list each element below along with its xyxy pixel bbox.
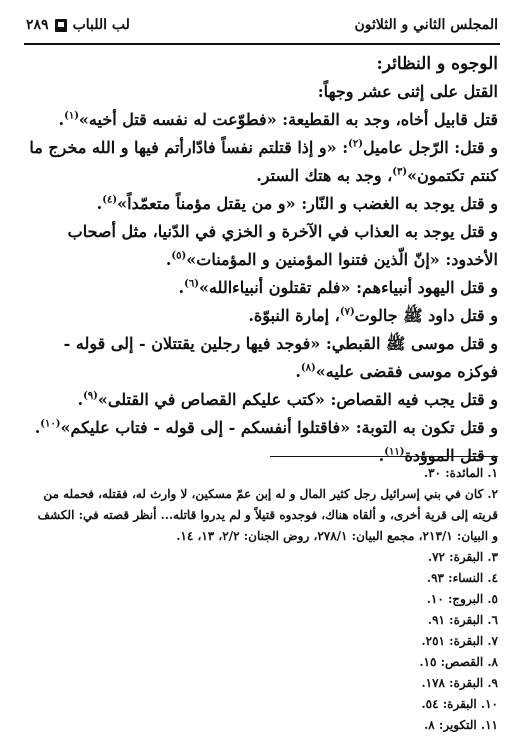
footnote-ref: (٣) — [392, 166, 408, 178]
footnote: ٩. البقرة: ١٧٨. — [421, 676, 498, 690]
chapter-title: المجلس الثاني و الثلاثون — [354, 17, 498, 33]
book-title: لب اللباب — [72, 17, 130, 33]
header-book-info — [26, 17, 130, 33]
footnote-ref: (١٠) — [40, 418, 61, 430]
footnote: ٤. النساء: ٩٣. — [426, 571, 498, 585]
footnote: ٦. البقرة: ٩١. — [427, 613, 498, 627]
main-text — [28, 50, 498, 470]
footnote: ٣. البقرة: ٧٢. — [427, 550, 498, 564]
footnote-ref: (٧) — [339, 306, 355, 318]
paragraph: و قتل يوجد به الغضب و النّار: «و من يقتل مؤمناً متعمّداً»$^{(٤)}$. — [96, 194, 498, 213]
footnote-ref: (١) — [64, 110, 79, 122]
footnote: ١٠. البقرة: ٥٤. — [421, 697, 498, 711]
footnote-ref: (٦) — [184, 278, 199, 290]
paragraph: و قتل يوجد به العذاب في الآخرة و الخزي في الدّنيا، مثل أصحاب الأخدود: «إنّ الّذين فتنوا المؤمنين و المؤمنات»$^{(٥)}$. — [67, 222, 498, 269]
paragraph: و قتل اليهود أنبياءهم: «فلم تقتلون أنبياءالله»$^{(٦)}$. — [178, 278, 498, 297]
footnote: ٨. القصص: ١٥. — [419, 655, 498, 669]
footnote: ١١. التكوير: ٨. — [424, 718, 498, 732]
footnote-ref: (١١) — [384, 446, 405, 458]
page-header — [26, 12, 498, 38]
paragraph: قتل قابيل أخاه، وجد به القطيعة: «فطوّعت له نفسه قتل أخيه»$^{(١)}$. — [58, 110, 498, 129]
paragraph: و قتل: الرّجل عاميل$^{(٢)}$: «و إذا قتلتم نفساً فادّارأتم فيها و الله مخرج ما كنتم تكتمون»$^{(٣)}$، وجد به هتك الستر. — [29, 138, 498, 185]
paragraph: و قتل يجب فيه القصاص: «كتب عليكم القصاص في القتلى»$^{(٩)}$. — [77, 390, 498, 409]
footnote: ١. المائدة: ٣٠. — [423, 466, 498, 480]
footnote: ٥. البروج: ١٠. — [426, 592, 498, 606]
header-divider — [24, 43, 500, 45]
paragraph: و قتل داود ﷺ جالوت$^{(٧)}$، إمارة النبوّة. — [248, 306, 498, 325]
footnote: ٢. كان في بني إسرائيل رجل كثير المال و له إبن عمّ مسكين، لا وارث له، فقتله، فحمله من قريته إلى قرية أخرى، و ألقاه هناك، فوجدوه قتيلاً و لم يدروا قاتله... أنظر قصته في: الكشف و البيان: ٢١٣/١، مجمع البيان: ٢٧٨/١، روض الجنان: ٢/٢، ١٣، ١٤. — [37, 487, 498, 543]
page-number: ٢٨٩ — [26, 17, 49, 33]
footnote-ref: (٨) — [300, 362, 316, 374]
footnote: ٧. البقرة: ٢٥١. — [421, 634, 498, 648]
footnote-divider — [270, 456, 498, 457]
paragraph: و قتل تكون به التوبة: «فاقتلوا أنفسكم - إلى قوله - فتاب عليكم»$^{(١٠)}$. — [34, 418, 498, 437]
intro-line: القتل على إثنى عشر وجهاً: — [317, 82, 498, 101]
footnote-ref: (٢) — [348, 138, 363, 150]
footnote-ref: (٤) — [102, 194, 118, 206]
paragraph: و قتل موسى ﷺ القبطي: «فوجد فيها رجلين يقتتلان - إلى قوله - فوكزه موسى فقضى عليه»$^{(٨)}$. — [63, 334, 498, 381]
paragraph: و قتل الموؤدة$^{(١١)}$. — [378, 446, 498, 465]
section-title: الوجوه و النظائر: — [376, 54, 498, 74]
footnote-ref: (٥) — [171, 250, 187, 262]
footnote-ref: (٩) — [83, 390, 98, 402]
book-icon — [55, 19, 67, 32]
footnotes — [28, 463, 498, 736]
